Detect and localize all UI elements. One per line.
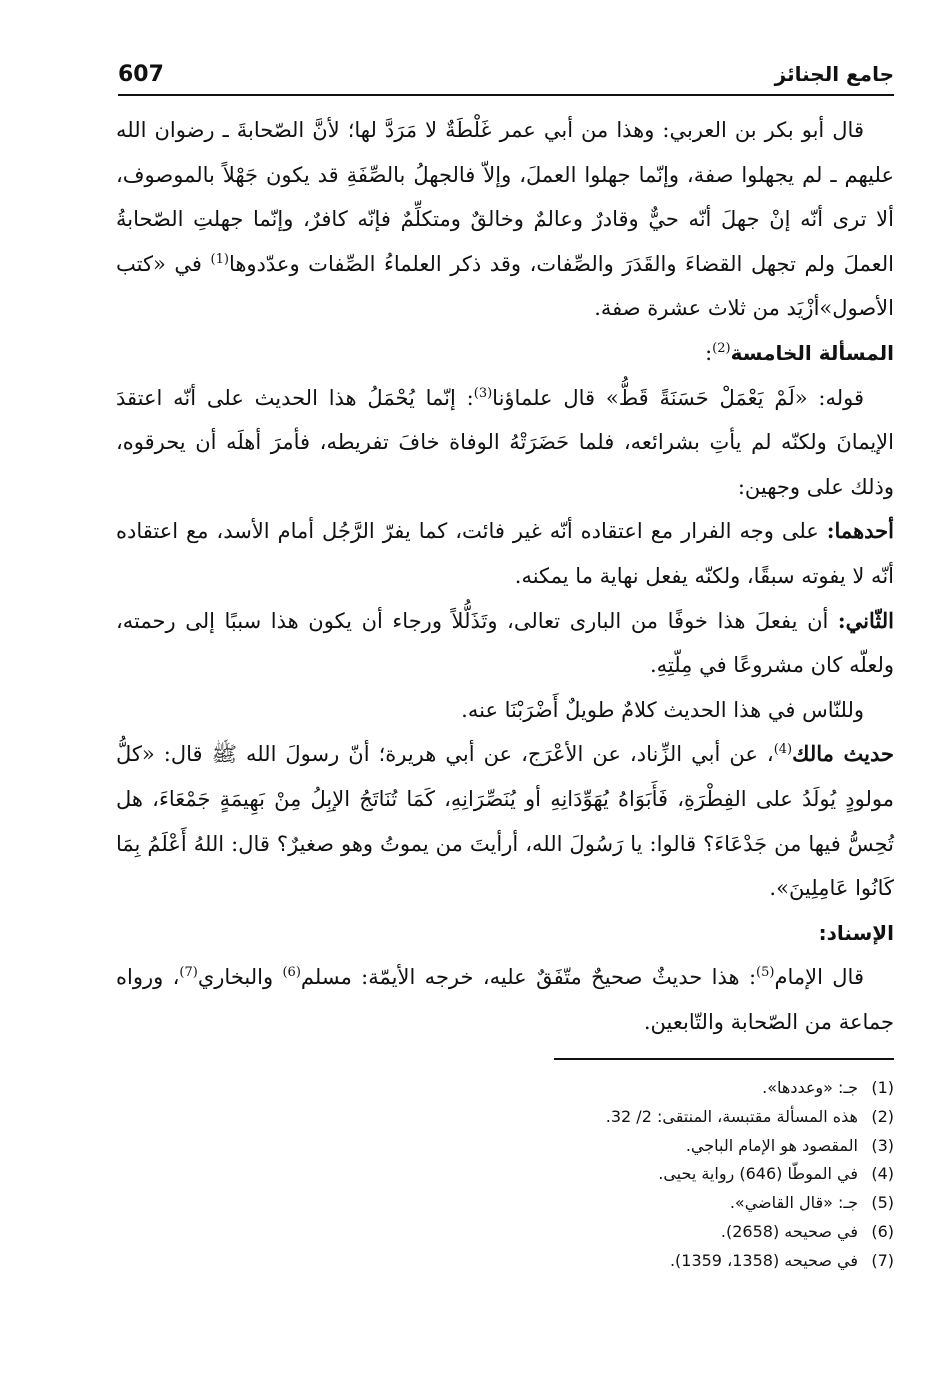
- footnote-item: [374, 1160, 894, 1189]
- heading-punct: :: [705, 340, 713, 365]
- footnote-ref: (1): [210, 251, 229, 267]
- footnote-number: (4): [871, 1164, 894, 1184]
- footnote-item: [374, 1247, 894, 1276]
- footnote-text: في الموطّا (646) رواية يحيى.: [658, 1164, 858, 1184]
- footnote-item: [374, 1074, 894, 1103]
- paragraph-imam: [116, 955, 894, 1044]
- footnote-item: [374, 1103, 894, 1132]
- footnote-number: (2): [871, 1106, 894, 1126]
- paragraph-text: ، ورواه جماعة من الصّحابة والتّابعين.: [116, 965, 894, 1034]
- paragraph-text: : هذا حديثٌ صحيحٌ متّفَقٌ عليه، خرجه الأيمّة: مسلم: [300, 965, 757, 990]
- footnote-number: (1): [871, 1078, 894, 1097]
- footnote-divider: [554, 1058, 894, 1060]
- paragraph-people-speech: وللنّاس في هذا الحديث كلامٌ طويلٌ أَضْرَبْنَا عنه.: [461, 697, 864, 722]
- footnote-ref: (7): [179, 965, 198, 981]
- section-heading-isnad: [116, 911, 894, 956]
- paragraph-hadith-malik: [116, 732, 894, 910]
- footnote-item: [374, 1132, 894, 1161]
- footnote-text: المقصود هو الإمام الباجي.: [685, 1135, 858, 1155]
- paragraph-qawluhu: [116, 376, 894, 510]
- page-number: 607: [118, 62, 164, 87]
- heading-text: الإسناد:: [818, 920, 894, 945]
- footnote-text: جـ: «قال القاضي».: [729, 1193, 858, 1213]
- footnote-text: جـ: «وعددها».: [762, 1078, 858, 1097]
- paragraph-lead: أحدهما:: [826, 518, 894, 544]
- running-title: جامع الجنائز: [774, 62, 894, 86]
- footnote-text: في صحيحه (1358، 1359).: [669, 1250, 858, 1270]
- paragraph-lead: حديث مالك: [792, 741, 894, 767]
- footnote-ref: (5): [756, 965, 775, 981]
- paragraph-text: أن يفعلَ هذا خوفًا من البارى تعالى، وتَذَلُّلاً ورجاء أن يكون هذا سببًا إلى رحمته، ولعلّه كان مشروعًا في مِلّتِهِ.: [116, 608, 894, 678]
- footnote-item: [374, 1189, 894, 1218]
- paragraph-text: ، عن أبي الزِّناد، عن الأعْرَج، عن أبي هريرة؛ أنّ رسولَ الله ﷺ قال: «كلُّ مولودٍ يُولَدُ على الفِطْرَةِ، فَأَبَوَاهُ يُهَوِّدَانِهِ أو يُنَصِّرَانِهِ، كَمَا تُنَاتَجُ الإبِلُ مِنْ بَهِيمَةٍ جَمْعَاءَ، هل تُحِسُّ فيها من جَدْعَاءَ؟ قالوا: يا رَسُولَ الله، أرأيتَ من يموتُ وهو صغيرٌ؟ قال: اللهُ أَعْلَمُ بِمَا كَانُوا عَامِلِينَ».: [116, 742, 894, 901]
- footnotes: [374, 1074, 894, 1276]
- paragraph-text: والبخاري: [197, 965, 283, 990]
- footnote-item: [374, 1218, 894, 1247]
- main-text: [116, 108, 894, 1044]
- page-header: [118, 60, 894, 96]
- footnote-ref: (3): [473, 385, 493, 401]
- footnote-number: (7): [871, 1250, 894, 1270]
- footnote-number: (3): [871, 1135, 894, 1155]
- footnote-number: (5): [871, 1193, 894, 1213]
- paragraph-lead: الثّاني:: [837, 607, 894, 633]
- paragraph-text: قال الإمام: [774, 965, 864, 990]
- paragraph-text: في «كتب الأصول»أزْيَد من ثلاث عشرة صفة.: [116, 251, 894, 321]
- footnote-text: في صحيحه (2658).: [720, 1221, 858, 1241]
- footnote-ref: (2): [712, 340, 731, 356]
- paragraph-first-aspect: [116, 509, 894, 598]
- paragraph-text: : إنّما يُحْمَلُ هذا الحديث على أنّه اعتقدَ الإيمانَ ولكنّه لم يأتِ بشرائعه، فلما حَضَرَتْهُ الوفاة خافَ تفريطه، فأمرَ أهلَه أن يحرقوه، وذلك على وجهين:: [116, 385, 894, 499]
- paragraph-ibn-arabi: [116, 108, 894, 331]
- footnote-number: (6): [871, 1221, 894, 1241]
- footnote-ref: (6): [282, 965, 301, 981]
- paragraph-text: قال أبو بكر بن العربي: وهذا من أبي عمر غَلْطَةٌ لا مَرَدَّ لها؛ لأنَّ الصّحابةَ ـ رضوان الله عليهم ـ لم يجهلوا صفة، وإنّما جهلوا العملَ، وإلاّ فالجهلُ بالصِّفَةِ قد يكون جَهْلاً بالموصوف، ألا ترى أنّه إنْ جهلَ أنّه حيٌّ وقادرٌ وعالمٌ وخالقٌ ومتكلِّمٌ فإنّه كافرٌ، وإنّما جهلتِ الصّحابةُ العملَ ولم تجهل القضاءَ والقَدَرَ والصِّفات، وقد ذكر العلماءُ الصِّفات وعدّدوها: [116, 118, 894, 276]
- footnote-ref: (4): [773, 742, 793, 758]
- paragraph-text: قوله: «لَمْ يَعْمَلْ حَسَنَةً قَطُّ» قال علماؤنا: [492, 385, 864, 410]
- heading-text: المسألة الخامسة: [730, 340, 894, 365]
- footnote-text: هذه المسألة مقتبسة، المنتقى: 2/ 32.: [605, 1106, 858, 1126]
- paragraph-text: على وجه الفرار مع اعتقاده أنّه غير فائت، كما يفرّ الرَّجُل أمام الأسد، مع اعتقاده أنّه لا يفوته سبقًا، ولكنّه يفعل نهاية ما يمكنه.: [116, 519, 894, 588]
- paragraph-second-aspect: [116, 599, 894, 688]
- section-heading-fifth-issue: [116, 331, 894, 376]
